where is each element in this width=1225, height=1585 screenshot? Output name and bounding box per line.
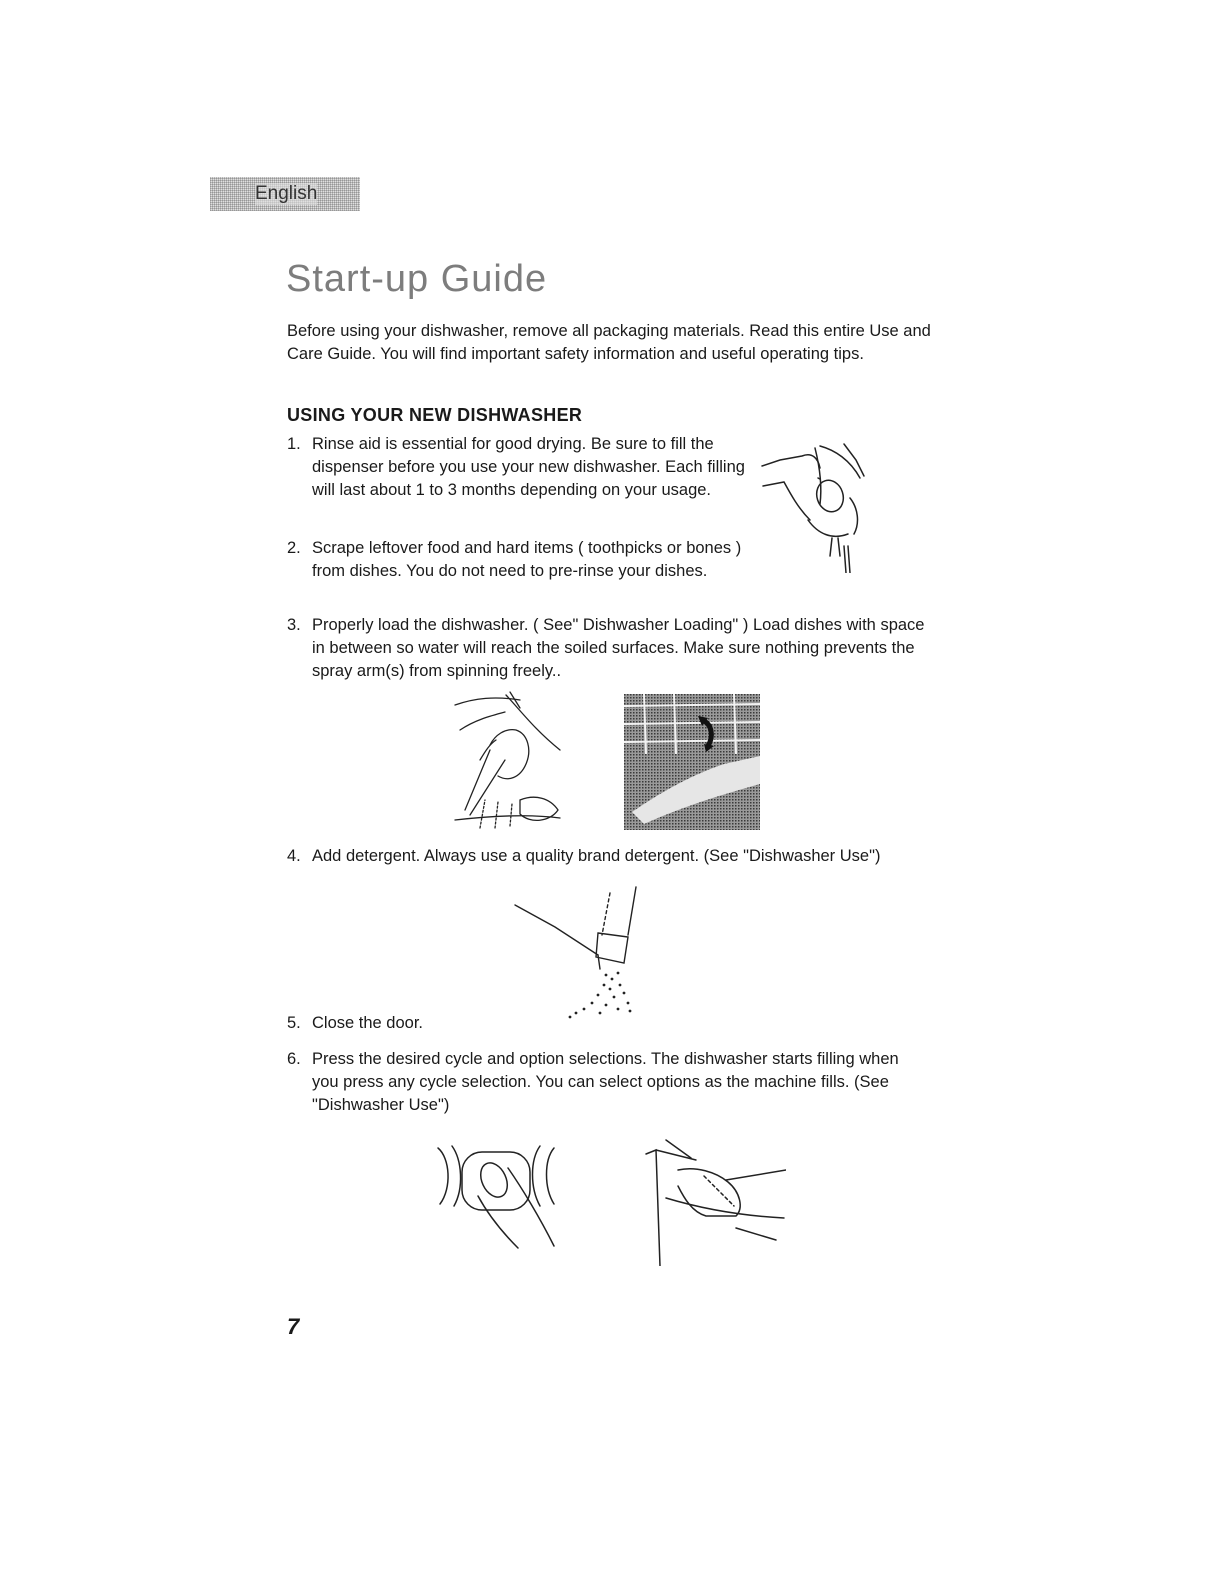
- step-number: 2.: [287, 539, 301, 557]
- step-text: Properly load the dishwasher. ( See" Dishwasher Loading" ) Load dishes with space in between so water will reach the soiled surfaces. Make sure nothing prevents the spray arm(s) from spinning freely..: [312, 616, 925, 680]
- step-number: 5.: [287, 1014, 301, 1032]
- step-6: [287, 1048, 927, 1117]
- rinse-aid-illustration: [760, 438, 875, 573]
- press-button-illustration: [430, 1138, 570, 1250]
- close-door-illustration: [636, 1136, 786, 1266]
- step-text: Scrape leftover food and hard items ( toothpicks or bones ) from dishes. You do not need to pre-rinse your dishes.: [312, 539, 742, 580]
- scrape-dishes-illustration: [450, 690, 565, 830]
- page-number: 7: [287, 1314, 300, 1339]
- step-1: [287, 433, 747, 502]
- step-number: 3.: [287, 616, 301, 634]
- step-2: [287, 537, 747, 583]
- step-3: [287, 614, 927, 683]
- language-tab: [210, 177, 360, 211]
- step-4: [287, 845, 947, 868]
- page-title: Start-up Guide: [286, 258, 548, 300]
- intro-paragraph: Before using your dishwasher, remove all packaging materials. Read this entire Use and Care Guide. You will find important safety information and useful operating tips.: [287, 322, 931, 363]
- language-tab-label: English: [255, 183, 318, 204]
- step-text: Close the door.: [312, 1014, 423, 1032]
- add-detergent-illustration: [510, 885, 660, 1025]
- step-text: Rinse aid is essential for good drying. Be sure to fill the dispenser before you use your new dishwasher. Each filling will last about 1 to 3 months depending on your usage.: [312, 435, 745, 499]
- dishwasher-rack-illustration: [624, 694, 760, 830]
- step-number: 1.: [287, 435, 301, 453]
- step-text: Press the desired cycle and option selections. The dishwasher starts filling when you press any cycle selection. You can select options as the machine fills. (See "Dishwasher Use"): [312, 1050, 899, 1114]
- section-heading: USING YOUR NEW DISHWASHER: [287, 405, 583, 425]
- step-number: 6.: [287, 1050, 301, 1068]
- step-text: Add detergent. Always use a quality brand detergent. (See "Dishwasher Use"): [312, 847, 881, 865]
- step-number: 4.: [287, 847, 301, 865]
